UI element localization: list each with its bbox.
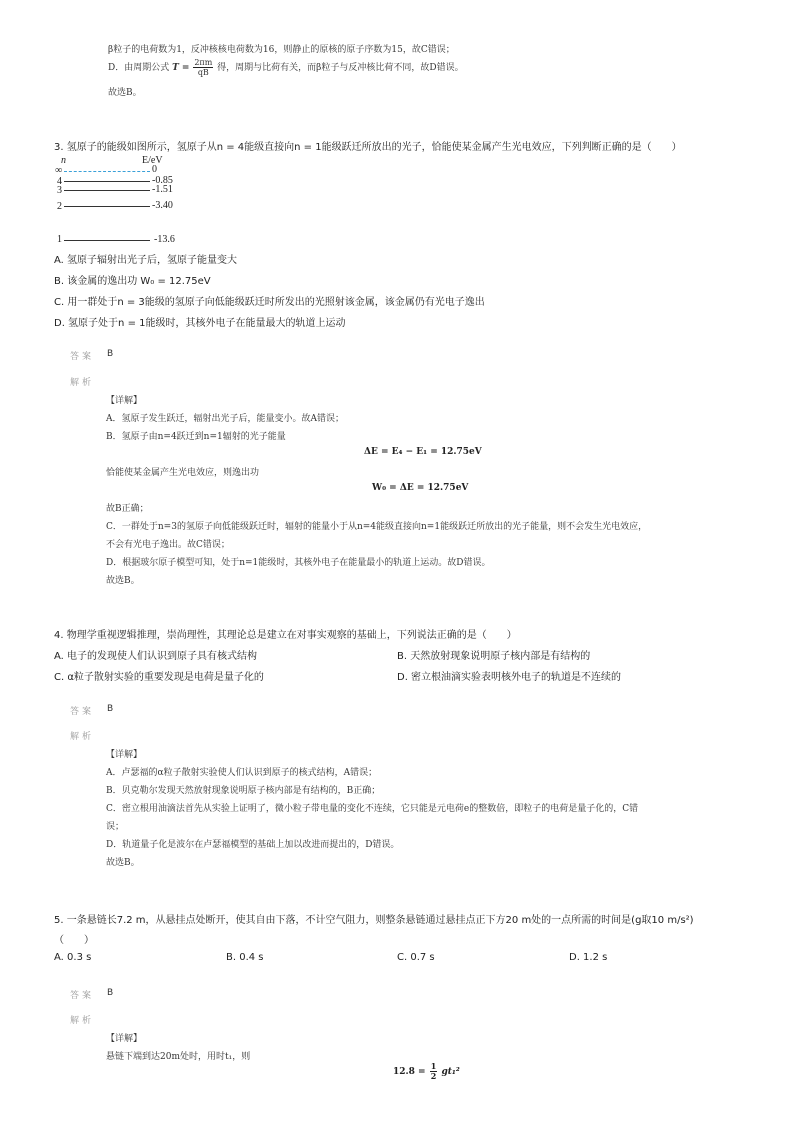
- q3-option-c: C. 用一群处于n = 3能级的氢原子向低能级跃迁时所发出的光照射该金属，该金属仍有光电子逸出: [54, 297, 485, 308]
- q3-equation-energy: ΔE = E₄ − E₁ = 12.75eV: [364, 447, 482, 457]
- q4-detail-line: D．轨道量子化是波尔在卢瑟福模型的基础上加以改进而提出的，D错误。: [106, 840, 400, 850]
- level-n-3: 3: [57, 185, 62, 196]
- q4-detail-title: 【详解】: [106, 750, 143, 760]
- q5-detail-title: 【详解】: [106, 1034, 143, 1044]
- q4-answer-label: 答案: [70, 707, 95, 717]
- q5-eq-right: gt₁²: [441, 1067, 460, 1077]
- q4-analysis-label: 解析: [70, 732, 95, 742]
- q2-d-text-post: 得，周期与比荷有关，而β粒子与反冲核比荷不同，故D错误。: [217, 63, 464, 73]
- q4-answer-value: B: [107, 704, 114, 714]
- q4-detail-line: 误；: [106, 822, 125, 832]
- q3-detail-title: 【详解】: [106, 396, 143, 406]
- q2-period-fraction: [193, 58, 213, 77]
- level-e-1: -13.6: [154, 234, 175, 245]
- q3-detail-line: B．氢原子由n=4跃迁到n=1辐射的光子能量: [106, 432, 286, 442]
- q3-equation-work: W₀ = ΔE = 12.75eV: [372, 483, 469, 493]
- q3-answer-label: 答案: [70, 352, 95, 362]
- q5-analysis-label: 解析: [70, 1016, 95, 1026]
- q4-detail-line: C．密立根用油滴法首先从实验上证明了，微小粒子带电量的变化不连续，它只能是元电荷e的整数倍，即粒子的电荷是量子化的，C错: [106, 804, 639, 814]
- q2-fraction-numerator: 2πm: [194, 58, 213, 67]
- q5-equation: [393, 1062, 460, 1081]
- q3-detail-line: 故选B。: [106, 576, 140, 586]
- q2-period-symbol: T =: [172, 63, 190, 73]
- q4-option-c: C. α粒子散射实验的重要发现是电荷是量子化的: [54, 672, 264, 683]
- diagram-n-label: n: [61, 155, 66, 166]
- level-n-inf: ∞: [55, 165, 63, 176]
- q2-conclusion: 故选B。: [108, 88, 142, 98]
- q3-detail-line: D．根据玻尔原子模型可知，处于n=1能级时，其核外电子在能量最小的轨道上运动。故D错误。: [106, 558, 491, 568]
- q4-detail-line: A．卢瑟福的α粒子散射实验使人们认识到原子的核式结构，A错误；: [106, 768, 378, 778]
- q3-answer-value: B: [107, 349, 114, 359]
- q5-eq-left: 12.8 =: [393, 1067, 426, 1077]
- level-e-3: -1.51: [152, 184, 173, 195]
- q5-eq-denominator: 2: [430, 1071, 437, 1081]
- q5-eq-fraction: [430, 1062, 438, 1081]
- q3-detail-line: 恰能使某金属产生光电效应，则逸出功: [106, 468, 260, 478]
- level-line-3: [64, 190, 150, 191]
- level-line-1: [64, 240, 150, 241]
- q4-stem: 4. 物理学重视逻辑推理，崇尚理性，其理论总是建立在对事实观察的基础上，下列说法正确的是（ ）: [54, 630, 517, 641]
- q2-d-text: D．由周期公式: [108, 63, 170, 73]
- q3-detail-line: C．一群处于n=3的氢原子向低能级跃迁时，辐射的能量小于从n=4能级直接向n=1能级跃迁所放出的光子能量，则不会发生光电效应，: [106, 522, 648, 532]
- q3-option-a: A. 氢原子辐射出光子后，氢原子能量变大: [54, 255, 238, 266]
- q5-detail-line: 悬链下端到达20m处时，用时t₁，则: [106, 1052, 251, 1062]
- q4-option-b: B. 天然放射现象说明原子核内部是有结构的: [397, 651, 591, 662]
- q5-option-d: D. 1.2 s: [569, 952, 608, 963]
- level-e-4: -0.85: [152, 175, 173, 186]
- q3-option-d: D. 氢原子处于n = 1能级时，其核外电子在能量最大的轨道上运动: [54, 318, 346, 329]
- q4-option-d: D. 密立根油滴实验表明核外电子的轨道是不连续的: [397, 672, 622, 683]
- level-e-2: -3.40: [152, 200, 173, 211]
- level-line-4: [64, 181, 150, 182]
- level-n-4: 4: [57, 176, 62, 187]
- q3-option-b: B. 该金属的逸出功 W₀ = 12.75eV: [54, 276, 211, 287]
- level-line-inf: [64, 171, 150, 172]
- q5-answer-label: 答案: [70, 991, 95, 1001]
- q4-option-a: A. 电子的发现使人们认识到原子具有核式结构: [54, 651, 258, 662]
- q5-stem-bracket: （ ）: [54, 935, 94, 946]
- q3-detail-line: 不会有光电子逸出。故C错误；: [106, 540, 230, 550]
- level-e-inf: 0: [152, 164, 157, 175]
- q4-detail-line: 故选B。: [106, 858, 140, 868]
- q4-detail-line: B．贝克勒尔发现天然放射现象说明原子核内部是有结构的，B正确；: [106, 786, 381, 796]
- diagram-energy-label: E/eV: [142, 155, 163, 166]
- q3-detail-line: A．氢原子发生跃迁，辐射出光子后，能量变小。故A错误；: [106, 414, 345, 424]
- q5-option-c: C. 0.7 s: [397, 952, 435, 963]
- q5-eq-numerator: 1: [430, 1061, 437, 1071]
- q5-answer-value: B: [107, 988, 114, 998]
- q3-analysis-label: 解析: [70, 378, 95, 388]
- q2-fraction-denominator: qB: [197, 68, 209, 77]
- q3-stem: 3. 氢原子的能级如图所示，氢原子从n = 4能级直接向n = 1能级跃迁所放出的光子，恰能使某金属产生光电效应，下列判断正确的是（ ）: [54, 142, 682, 153]
- level-n-1: 1: [57, 234, 62, 245]
- q3-detail-line: 故B正确；: [106, 504, 149, 514]
- level-n-2: 2: [57, 201, 62, 212]
- q5-stem: 5. 一条悬链长7.2 m，从悬挂点处断开，使其自由下落，不计空气阻力，则整条悬链通过悬挂点正下方20 m处的一点所需的时间是(g取10 m/s²): [54, 915, 694, 926]
- q2-solution-line-d: [108, 58, 464, 77]
- level-line-2: [64, 206, 150, 207]
- q5-option-b: B. 0.4 s: [226, 952, 264, 963]
- q2-solution-line: β粒子的电荷数为1，反冲核核电荷数为16，则静止的原核的原子序数为15，故C错误；: [108, 45, 455, 55]
- q5-option-a: A. 0.3 s: [54, 952, 92, 963]
